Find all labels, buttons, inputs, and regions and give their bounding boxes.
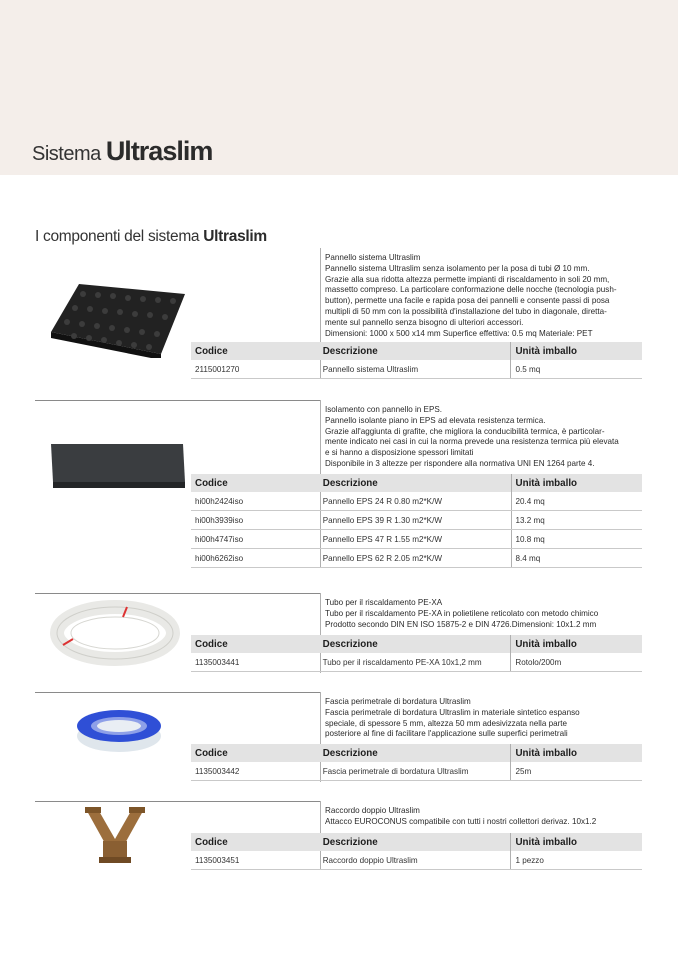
product-description: Pannello sistema Ultraslim Pannello sistema Ultraslim senza isolamento per la posa di tubi Ø 10 mm. Grazie alla sua ridotta altezza permette impianti di riscaldamento in soli 20 mm, massetto compreso. La particolare conformazione delle nocche (tecnologia push- button), permette una facile e rapida posa dei pannelli e consente passi di posa multipli di 50 mm con la possibilità d'installazione del tubo in diagonale, diretta- mente sul pannello senza bisogno di ulteriori accessori. Dimensioni: 1000 x 500 x14 mm Superfice effettiva: 0.5 mq Materiale: PET [325,253,617,338]
brass-fitting-image [43,803,188,867]
product-table: Codice Descrizione Unità imballo 1135003451 Raccordo doppio Ultraslim 1 pezzo [191,833,642,870]
product-table [191,342,642,379]
product-table: Codice Descrizione Unità imballo hi00h2424iso Pannello EPS 24 R 0.80 m2*K/W 20.4 mq hi00h3939iso Pannello EPS 39 R 1.30 m2*K/W 13.2 mq hi00h4747iso Pannello EPS 47 R 1.55 m2*K/W 10.8 mq hi00h6262iso Pannello EPS 62 R 2.05 m2*K/W 8.4 mq [191,474,642,568]
section-title: I componenti del sistema Ultraslim [35,228,267,245]
product-pipe [35,593,642,675]
product-table: Codice Descrizione Unità imballo 1135003441 Tubo per il riscaldamento PE-XA 10x1,2 mm Rotolo/200m [191,635,642,672]
product-perimeter-strip [35,692,642,784]
product-table: Codice Descrizione Unità imballo 1135003442 Fascia perimetrale di bordatura Ultraslim 25m [191,744,642,781]
page-title: Sistema Ultraslim [32,136,213,166]
pipe-coil-image [43,599,188,669]
table-row: hi00h2424iso Pannello EPS 24 R 0.80 m2*K/W 20.4 mq [191,492,642,511]
product-description: Isolamento con pannello in EPS. Pannello isolante piano in EPS ad elevata resistenza termica. Grazie all'aggiunta di grafite, che migliora la conducibilità termica, è particolar- mente indicato nei casi in cui la norma prevede una resistenza termica più elevata e si hanno a disposizione spessori limitati Disponibile in 3 altezze per rispondere alla normativa UNI EN 1264 parte 4. [325,405,619,468]
product-description: Fascia perimetrale di bordatura Ultraslim Fascia perimetrale di bordatura Ultraslim in materiale sintetico espanso speciale, di spessore 5 mm, altezza 50 mm adesivizzata nella parte posteriore al fine di facilitare l'applicazione sulle superfici perimetrali [325,697,580,739]
col-code: Codice [191,342,319,360]
table-row: 1135003451 Raccordo doppio Ultraslim 1 pezzo [191,851,642,870]
perimeter-strip-image [43,700,188,760]
product-panel [35,248,642,380]
product-double-fitting [35,801,642,871]
table-row: hi00h4747iso Pannello EPS 47 R 1.55 m2*K/W 10.8 mq [191,530,642,549]
product-eps [35,400,642,572]
table-row: 1135003442 Fascia perimetrale di bordatura Ultraslim 25m [191,762,642,781]
col-description: Descrizione [319,342,511,360]
product-description: Tubo per il riscaldamento PE-XA Tubo per il riscaldamento PE-XA in polietilene reticolato con metodo chimico Prodotto secondo DIN EN ISO 15875-2 e DIN 4726.Dimensioni: 10x1.2 mm [325,598,599,629]
product-description: Raccordo doppio Ultraslim Attacco EUROCONUS compatibile con tutti i nostri collettori derivaz. 10x1.2 [325,806,597,826]
table-row: hi00h6262iso Pannello EPS 62 R 2.05 m2*K/W 8.4 mq [191,549,642,568]
header-banner [0,0,678,175]
table-row: hi00h3939iso Pannello EPS 39 R 1.30 m2*K/W 13.2 mq [191,511,642,530]
eps-board-image [43,438,188,494]
table-row: 1135003441 Tubo per il riscaldamento PE-XA 10x1,2 mm Rotolo/200m [191,653,642,672]
black-studded-panel-image [43,276,188,358]
col-unit: Unità imballo [511,342,642,360]
table-row: 2115001270 Pannello sistema Ultraslim 0.5 mq [191,360,642,379]
